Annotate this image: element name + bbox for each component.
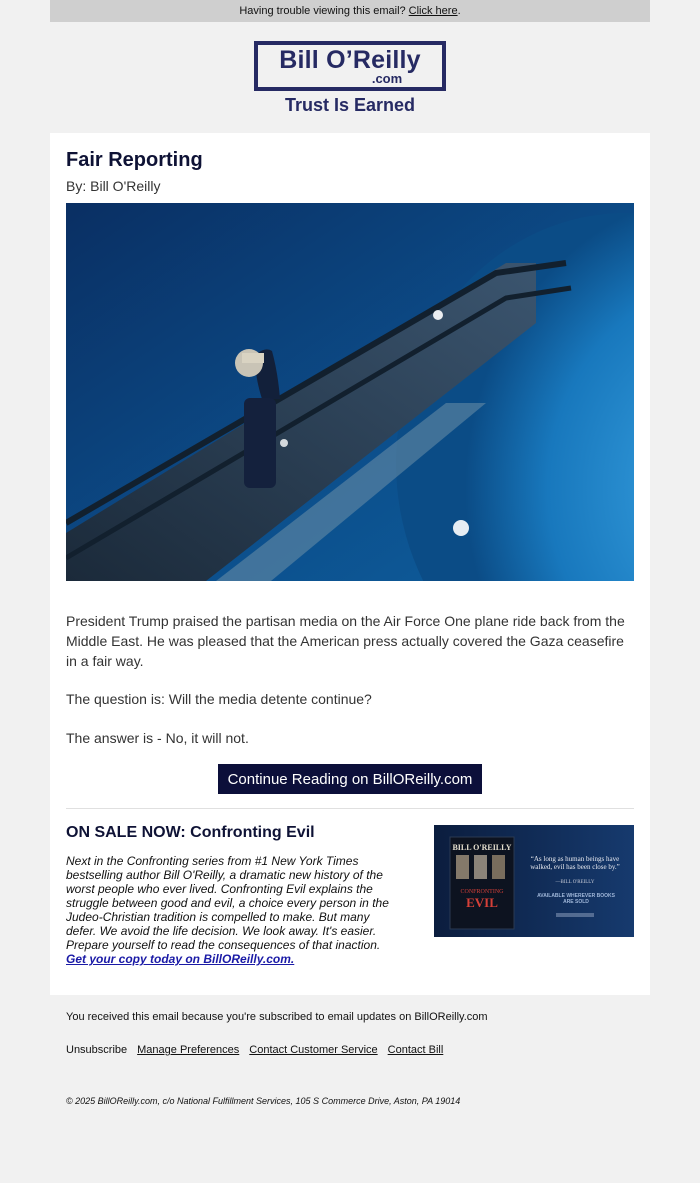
ad-book-title-2: EVIL: [466, 895, 498, 910]
logo-name: Bill O’Reilly: [279, 45, 421, 74]
article-title: Fair Reporting: [66, 149, 203, 171]
ad-book-title-1: CONFRONTING: [460, 889, 504, 895]
logo-tagline: Trust Is Earned: [284, 95, 416, 115]
view-in-browser-link[interactable]: Click here: [408, 5, 458, 17]
subscription-note: You received this email because you're subscribed to email updates on BillOReilly.com: [66, 1011, 488, 1023]
contact-bill-link[interactable]: Contact Bill: [387, 1044, 444, 1056]
ad-book-author: BILL O'REILLY: [452, 843, 512, 852]
continue-reading-button[interactable]: Continue Reading on BillOReilly.com: [218, 764, 482, 794]
promo-description-text: Next in the Confronting series from #1 New York Times bestselling author Bill O'Reilly, a dramatic new history of the worst people who ever lived. Confronting Evil explains the struggle between good and evil, a choice every person in the Judeo-Christian tradition is compelled to make. But many defer. We avoid the life decision. We look away. It's easier. Prepare yourself to read the consequences of that inaction.: [66, 854, 389, 952]
article-paragraph: The question is: Will the media detente continue?: [66, 691, 372, 707]
ad-quote-attribution: —BILL O'REILLY: [555, 880, 595, 885]
logo-dotcom: .com: [371, 70, 403, 86]
ad-quote: “As long as human beings have walked, evil has been close by.”: [530, 855, 620, 871]
section-divider: [66, 808, 634, 809]
footer-links: [66, 1044, 443, 1056]
email-content-card: [50, 133, 650, 995]
promo-get-copy-link[interactable]: Get your copy today on BillOReilly.com.: [66, 952, 295, 966]
article-paragraph: The answer is - No, it will not.: [66, 730, 249, 746]
manage-preferences-link[interactable]: Manage Preferences: [137, 1044, 240, 1056]
article-byline: By: Bill O'Reilly: [66, 178, 161, 194]
air-force-one-stairs-image: [66, 203, 634, 581]
unsubscribe-link[interactable]: Unsubscribe: [66, 1044, 128, 1056]
copyright-notice: © 2025 BillOReilly.com, c/o National Fulfillment Services, 105 S Commerce Drive, Aston, PA 19014: [66, 1096, 461, 1106]
book-promo-image[interactable]: [434, 825, 634, 937]
view-in-browser-suffix: .: [457, 5, 461, 17]
view-in-browser-bar: [50, 0, 650, 22]
view-in-browser-text: Having trouble viewing this email?: [239, 5, 406, 17]
logo-box: [254, 41, 446, 91]
promo-description: [66, 854, 402, 966]
promo-title: ON SALE NOW: Confronting Evil: [66, 824, 315, 841]
brand-logo[interactable]: [0, 41, 700, 116]
article-paragraph: President Trump praised the partisan media on the Air Force One plane ride back from the Middle East. He was pleased that the American press actually covered the Gaza ceasefire in a fair way.: [66, 613, 625, 669]
contact-customer-service-link[interactable]: Contact Customer Service: [249, 1044, 378, 1056]
ad-availability: AVAILABLE WHEREVER BOOKS ARE SOLD: [537, 893, 615, 905]
confronting-evil-ad: [434, 825, 634, 937]
article-hero-image[interactable]: [66, 203, 634, 581]
